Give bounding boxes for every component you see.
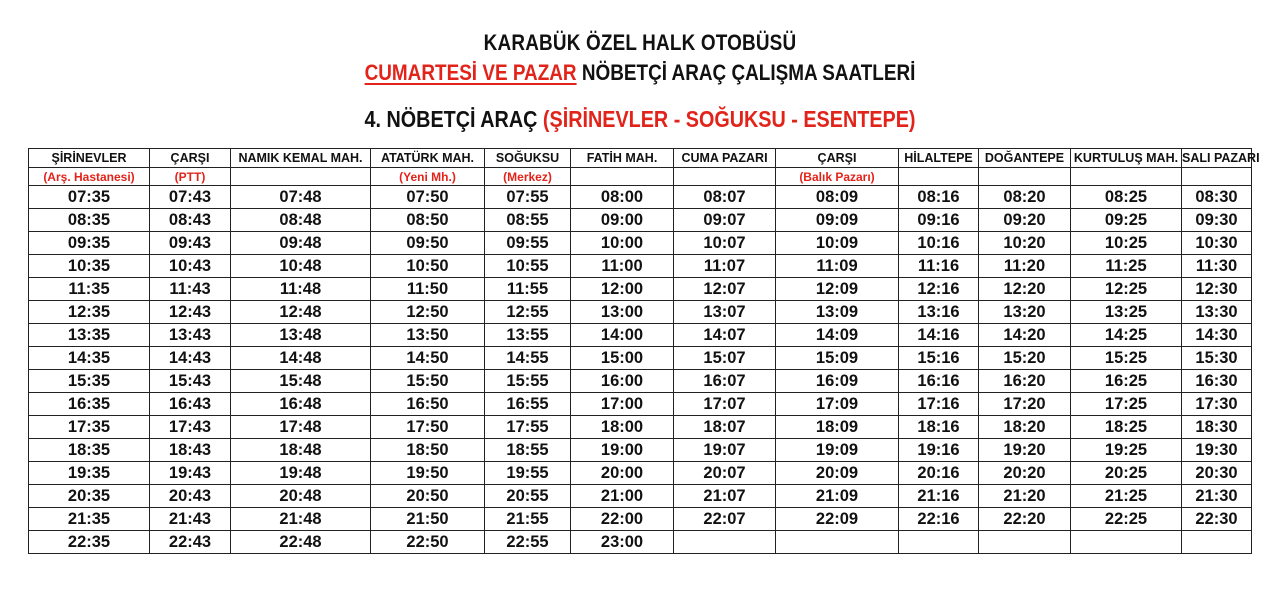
time-cell: 21:50 bbox=[371, 508, 485, 531]
column-header: FATİH MAH. bbox=[571, 149, 674, 168]
time-cell: 22:30 bbox=[1182, 508, 1252, 531]
time-cell: 13:07 bbox=[674, 301, 776, 324]
time-cell: 14:35 bbox=[29, 347, 150, 370]
time-cell: 19:00 bbox=[571, 439, 674, 462]
column-header: SOĞUKSU bbox=[485, 149, 571, 168]
time-cell: 21:16 bbox=[899, 485, 979, 508]
time-cell: 19:25 bbox=[1071, 439, 1182, 462]
time-cell: 13:50 bbox=[371, 324, 485, 347]
schedule-table bbox=[28, 148, 1260, 554]
time-cell: 22:07 bbox=[674, 508, 776, 531]
time-cell: 12:00 bbox=[571, 278, 674, 301]
time-cell: 12:30 bbox=[1182, 278, 1252, 301]
time-cell: 10:00 bbox=[571, 232, 674, 255]
time-cell: 20:50 bbox=[371, 485, 485, 508]
time-cell: 10:48 bbox=[231, 255, 371, 278]
table-row bbox=[29, 347, 1252, 370]
table-row bbox=[29, 531, 1252, 554]
column-subheader bbox=[1071, 168, 1182, 186]
time-cell: 16:30 bbox=[1182, 370, 1252, 393]
table-row bbox=[29, 209, 1252, 232]
time-cell: 10:43 bbox=[150, 255, 231, 278]
time-cell: 19:35 bbox=[29, 462, 150, 485]
time-cell: 07:48 bbox=[231, 186, 371, 209]
time-cell: 08:25 bbox=[1071, 186, 1182, 209]
time-cell: 22:09 bbox=[776, 508, 899, 531]
table-row bbox=[29, 301, 1252, 324]
time-cell: 15:16 bbox=[899, 347, 979, 370]
time-cell: 09:35 bbox=[29, 232, 150, 255]
time-cell: 09:16 bbox=[899, 209, 979, 232]
time-cell: 08:35 bbox=[29, 209, 150, 232]
time-cell: 11:25 bbox=[1071, 255, 1182, 278]
time-cell: 16:16 bbox=[899, 370, 979, 393]
time-cell: 11:07 bbox=[674, 255, 776, 278]
route-prefix: 4. NÖBETÇİ ARAÇ bbox=[364, 106, 543, 132]
column-subheader bbox=[899, 168, 979, 186]
time-cell: 16:00 bbox=[571, 370, 674, 393]
time-cell: 20:35 bbox=[29, 485, 150, 508]
time-cell: 19:48 bbox=[231, 462, 371, 485]
time-cell: 18:30 bbox=[1182, 416, 1252, 439]
column-subheader bbox=[231, 168, 371, 186]
time-cell: 07:50 bbox=[371, 186, 485, 209]
time-cell: 08:20 bbox=[979, 186, 1071, 209]
table-row bbox=[29, 485, 1252, 508]
time-cell: 14:00 bbox=[571, 324, 674, 347]
column-subheader bbox=[571, 168, 674, 186]
time-cell: 15:43 bbox=[150, 370, 231, 393]
time-cell: 17:25 bbox=[1071, 393, 1182, 416]
time-cell: 14:09 bbox=[776, 324, 899, 347]
time-cell: 08:43 bbox=[150, 209, 231, 232]
header-row bbox=[29, 149, 1252, 168]
time-cell: 12:07 bbox=[674, 278, 776, 301]
time-cell: 22:25 bbox=[1071, 508, 1182, 531]
time-cell: 15:35 bbox=[29, 370, 150, 393]
time-cell: 14:30 bbox=[1182, 324, 1252, 347]
time-cell: 08:50 bbox=[371, 209, 485, 232]
time-cell: 13:00 bbox=[571, 301, 674, 324]
column-header: ÇARŞI bbox=[150, 149, 231, 168]
time-cell: 07:43 bbox=[150, 186, 231, 209]
column-subheader: (Merkez) bbox=[485, 168, 571, 186]
time-cell: 18:50 bbox=[371, 439, 485, 462]
time-cell: 15:20 bbox=[979, 347, 1071, 370]
time-cell: 20:09 bbox=[776, 462, 899, 485]
column-header: CUMA PAZARI bbox=[674, 149, 776, 168]
time-cell: 22:16 bbox=[899, 508, 979, 531]
time-cell: 11:00 bbox=[571, 255, 674, 278]
route-title bbox=[90, 106, 1191, 133]
column-header: ŞİRİNEVLER bbox=[29, 149, 150, 168]
time-cell: 21:48 bbox=[231, 508, 371, 531]
time-cell: 18:16 bbox=[899, 416, 979, 439]
column-subheader bbox=[1182, 168, 1252, 186]
time-cell: 11:30 bbox=[1182, 255, 1252, 278]
time-cell: 12:09 bbox=[776, 278, 899, 301]
time-cell: 12:20 bbox=[979, 278, 1071, 301]
time-cell: 17:20 bbox=[979, 393, 1071, 416]
time-cell: 15:50 bbox=[371, 370, 485, 393]
time-cell: 22:35 bbox=[29, 531, 150, 554]
time-cell: 14:20 bbox=[979, 324, 1071, 347]
time-cell: 13:25 bbox=[1071, 301, 1182, 324]
time-cell: 13:16 bbox=[899, 301, 979, 324]
time-cell: 21:55 bbox=[485, 508, 571, 531]
time-cell: 08:48 bbox=[231, 209, 371, 232]
time-cell: 17:07 bbox=[674, 393, 776, 416]
time-cell: 11:16 bbox=[899, 255, 979, 278]
time-cell: 17:50 bbox=[371, 416, 485, 439]
page-subtitle bbox=[90, 60, 1191, 86]
time-cell: 17:43 bbox=[150, 416, 231, 439]
time-cell: 19:16 bbox=[899, 439, 979, 462]
time-cell: 10:07 bbox=[674, 232, 776, 255]
column-header: NAMIK KEMAL MAH. bbox=[231, 149, 371, 168]
time-cell: 14:16 bbox=[899, 324, 979, 347]
time-cell: 08:30 bbox=[1182, 186, 1252, 209]
time-cell: 21:09 bbox=[776, 485, 899, 508]
subtitle-highlight: CUMARTESİ VE PAZAR bbox=[364, 60, 577, 85]
time-cell: 15:07 bbox=[674, 347, 776, 370]
time-cell: 08:07 bbox=[674, 186, 776, 209]
table-row bbox=[29, 324, 1252, 347]
time-cell: 19:30 bbox=[1182, 439, 1252, 462]
time-cell: 13:09 bbox=[776, 301, 899, 324]
time-cell: 22:00 bbox=[571, 508, 674, 531]
time-cell: 17:48 bbox=[231, 416, 371, 439]
time-cell: 10:55 bbox=[485, 255, 571, 278]
time-cell: 09:07 bbox=[674, 209, 776, 232]
time-cell: 22:50 bbox=[371, 531, 485, 554]
time-cell: 15:30 bbox=[1182, 347, 1252, 370]
column-subheader: (PTT) bbox=[150, 168, 231, 186]
time-cell: 19:50 bbox=[371, 462, 485, 485]
time-cell: 10:20 bbox=[979, 232, 1071, 255]
time-cell: 21:35 bbox=[29, 508, 150, 531]
table-row bbox=[29, 462, 1252, 485]
time-cell: 20:07 bbox=[674, 462, 776, 485]
time-cell: 16:20 bbox=[979, 370, 1071, 393]
time-cell: 21:20 bbox=[979, 485, 1071, 508]
column-header: ATATÜRK MAH. bbox=[371, 149, 485, 168]
time-cell: 21:30 bbox=[1182, 485, 1252, 508]
table-row bbox=[29, 416, 1252, 439]
time-cell: 18:43 bbox=[150, 439, 231, 462]
time-cell: 19:07 bbox=[674, 439, 776, 462]
time-cell: 21:43 bbox=[150, 508, 231, 531]
time-cell: 12:48 bbox=[231, 301, 371, 324]
time-cell: 17:09 bbox=[776, 393, 899, 416]
time-cell: 19:09 bbox=[776, 439, 899, 462]
time-cell: 10:50 bbox=[371, 255, 485, 278]
time-cell: 23:00 bbox=[571, 531, 674, 554]
time-cell: 11:20 bbox=[979, 255, 1071, 278]
time-cell: 18:00 bbox=[571, 416, 674, 439]
time-cell: 14:50 bbox=[371, 347, 485, 370]
time-cell bbox=[776, 531, 899, 554]
time-cell: 20:43 bbox=[150, 485, 231, 508]
time-cell: 11:43 bbox=[150, 278, 231, 301]
column-subheader bbox=[979, 168, 1071, 186]
time-cell: 11:55 bbox=[485, 278, 571, 301]
time-cell: 10:25 bbox=[1071, 232, 1182, 255]
time-cell: 13:30 bbox=[1182, 301, 1252, 324]
page-title: KARABÜK ÖZEL HALK OTOBÜSÜ bbox=[483, 30, 797, 55]
time-cell: 18:48 bbox=[231, 439, 371, 462]
time-cell: 11:50 bbox=[371, 278, 485, 301]
time-cell: 09:00 bbox=[571, 209, 674, 232]
time-cell: 21:00 bbox=[571, 485, 674, 508]
time-cell bbox=[899, 531, 979, 554]
time-cell bbox=[1071, 531, 1182, 554]
time-cell: 18:35 bbox=[29, 439, 150, 462]
column-subheader: (Arş. Hastanesi) bbox=[29, 168, 150, 186]
time-cell: 15:48 bbox=[231, 370, 371, 393]
table-row bbox=[29, 508, 1252, 531]
time-cell: 11:35 bbox=[29, 278, 150, 301]
time-cell: 13:43 bbox=[150, 324, 231, 347]
table-row bbox=[29, 370, 1252, 393]
table-row bbox=[29, 278, 1252, 301]
time-cell: 09:48 bbox=[231, 232, 371, 255]
time-cell: 22:55 bbox=[485, 531, 571, 554]
route-highlight: (ŞİRİNEVLER - SOĞUKSU - ESENTEPE) bbox=[542, 106, 916, 132]
time-cell: 15:55 bbox=[485, 370, 571, 393]
time-cell: 14:43 bbox=[150, 347, 231, 370]
time-cell: 16:55 bbox=[485, 393, 571, 416]
time-cell: 17:16 bbox=[899, 393, 979, 416]
time-cell: 18:55 bbox=[485, 439, 571, 462]
time-cell: 16:09 bbox=[776, 370, 899, 393]
column-subheader bbox=[674, 168, 776, 186]
time-cell: 09:43 bbox=[150, 232, 231, 255]
time-cell: 20:55 bbox=[485, 485, 571, 508]
time-cell bbox=[1182, 531, 1252, 554]
time-cell: 12:35 bbox=[29, 301, 150, 324]
time-cell: 07:35 bbox=[29, 186, 150, 209]
time-cell: 15:09 bbox=[776, 347, 899, 370]
column-header: ÇARŞI bbox=[776, 149, 899, 168]
time-cell: 10:30 bbox=[1182, 232, 1252, 255]
time-cell: 16:35 bbox=[29, 393, 150, 416]
time-cell: 16:07 bbox=[674, 370, 776, 393]
subtitle-rest: NÖBETÇİ ARAÇ ÇALIŞMA SAATLERİ bbox=[576, 60, 916, 85]
time-cell: 09:55 bbox=[485, 232, 571, 255]
time-cell: 09:20 bbox=[979, 209, 1071, 232]
column-header: SALI PAZARI bbox=[1182, 149, 1252, 168]
column-header: DOĞANTEPE bbox=[979, 149, 1071, 168]
time-cell: 19:20 bbox=[979, 439, 1071, 462]
time-cell: 12:25 bbox=[1071, 278, 1182, 301]
column-header: HİLALTEPE bbox=[899, 149, 979, 168]
time-cell: 19:55 bbox=[485, 462, 571, 485]
time-cell: 12:43 bbox=[150, 301, 231, 324]
time-cell: 18:20 bbox=[979, 416, 1071, 439]
time-cell: 16:50 bbox=[371, 393, 485, 416]
time-cell: 14:55 bbox=[485, 347, 571, 370]
time-cell bbox=[979, 531, 1071, 554]
table-row bbox=[29, 439, 1252, 462]
column-subheader: (Yeni Mh.) bbox=[371, 168, 485, 186]
time-cell: 12:16 bbox=[899, 278, 979, 301]
time-cell: 16:48 bbox=[231, 393, 371, 416]
time-cell: 14:48 bbox=[231, 347, 371, 370]
column-header: KURTULUŞ MAH. bbox=[1071, 149, 1182, 168]
time-cell: 14:25 bbox=[1071, 324, 1182, 347]
time-cell: 16:43 bbox=[150, 393, 231, 416]
time-cell bbox=[674, 531, 776, 554]
time-cell: 20:00 bbox=[571, 462, 674, 485]
time-cell: 13:48 bbox=[231, 324, 371, 347]
time-cell: 18:09 bbox=[776, 416, 899, 439]
time-cell: 18:25 bbox=[1071, 416, 1182, 439]
table-row bbox=[29, 232, 1252, 255]
time-cell: 15:25 bbox=[1071, 347, 1182, 370]
time-cell: 08:16 bbox=[899, 186, 979, 209]
table-row bbox=[29, 393, 1252, 416]
time-cell: 08:00 bbox=[571, 186, 674, 209]
time-cell: 20:20 bbox=[979, 462, 1071, 485]
time-cell: 19:43 bbox=[150, 462, 231, 485]
time-cell: 11:48 bbox=[231, 278, 371, 301]
time-cell: 21:07 bbox=[674, 485, 776, 508]
time-cell: 20:16 bbox=[899, 462, 979, 485]
time-cell: 09:09 bbox=[776, 209, 899, 232]
table-row bbox=[29, 186, 1252, 209]
column-subheader: (Balık Pazarı) bbox=[776, 168, 899, 186]
time-cell: 20:48 bbox=[231, 485, 371, 508]
time-cell: 13:55 bbox=[485, 324, 571, 347]
time-cell: 12:50 bbox=[371, 301, 485, 324]
time-cell: 22:20 bbox=[979, 508, 1071, 531]
time-cell: 13:20 bbox=[979, 301, 1071, 324]
time-cell: 17:00 bbox=[571, 393, 674, 416]
time-cell: 17:55 bbox=[485, 416, 571, 439]
time-cell: 17:35 bbox=[29, 416, 150, 439]
time-cell: 18:07 bbox=[674, 416, 776, 439]
time-cell: 08:55 bbox=[485, 209, 571, 232]
time-cell: 10:35 bbox=[29, 255, 150, 278]
subheader-row bbox=[29, 168, 1252, 186]
time-cell: 21:25 bbox=[1071, 485, 1182, 508]
time-cell: 17:30 bbox=[1182, 393, 1252, 416]
table-row bbox=[29, 255, 1252, 278]
time-cell: 20:30 bbox=[1182, 462, 1252, 485]
time-cell: 09:25 bbox=[1071, 209, 1182, 232]
time-cell: 16:25 bbox=[1071, 370, 1182, 393]
time-cell: 15:00 bbox=[571, 347, 674, 370]
time-cell: 09:50 bbox=[371, 232, 485, 255]
time-cell: 08:09 bbox=[776, 186, 899, 209]
time-cell: 20:25 bbox=[1071, 462, 1182, 485]
time-cell: 09:30 bbox=[1182, 209, 1252, 232]
time-cell: 13:35 bbox=[29, 324, 150, 347]
time-cell: 10:09 bbox=[776, 232, 899, 255]
time-cell: 07:55 bbox=[485, 186, 571, 209]
time-cell: 10:16 bbox=[899, 232, 979, 255]
time-cell: 11:09 bbox=[776, 255, 899, 278]
time-cell: 22:48 bbox=[231, 531, 371, 554]
time-cell: 12:55 bbox=[485, 301, 571, 324]
time-cell: 14:07 bbox=[674, 324, 776, 347]
time-cell: 22:43 bbox=[150, 531, 231, 554]
